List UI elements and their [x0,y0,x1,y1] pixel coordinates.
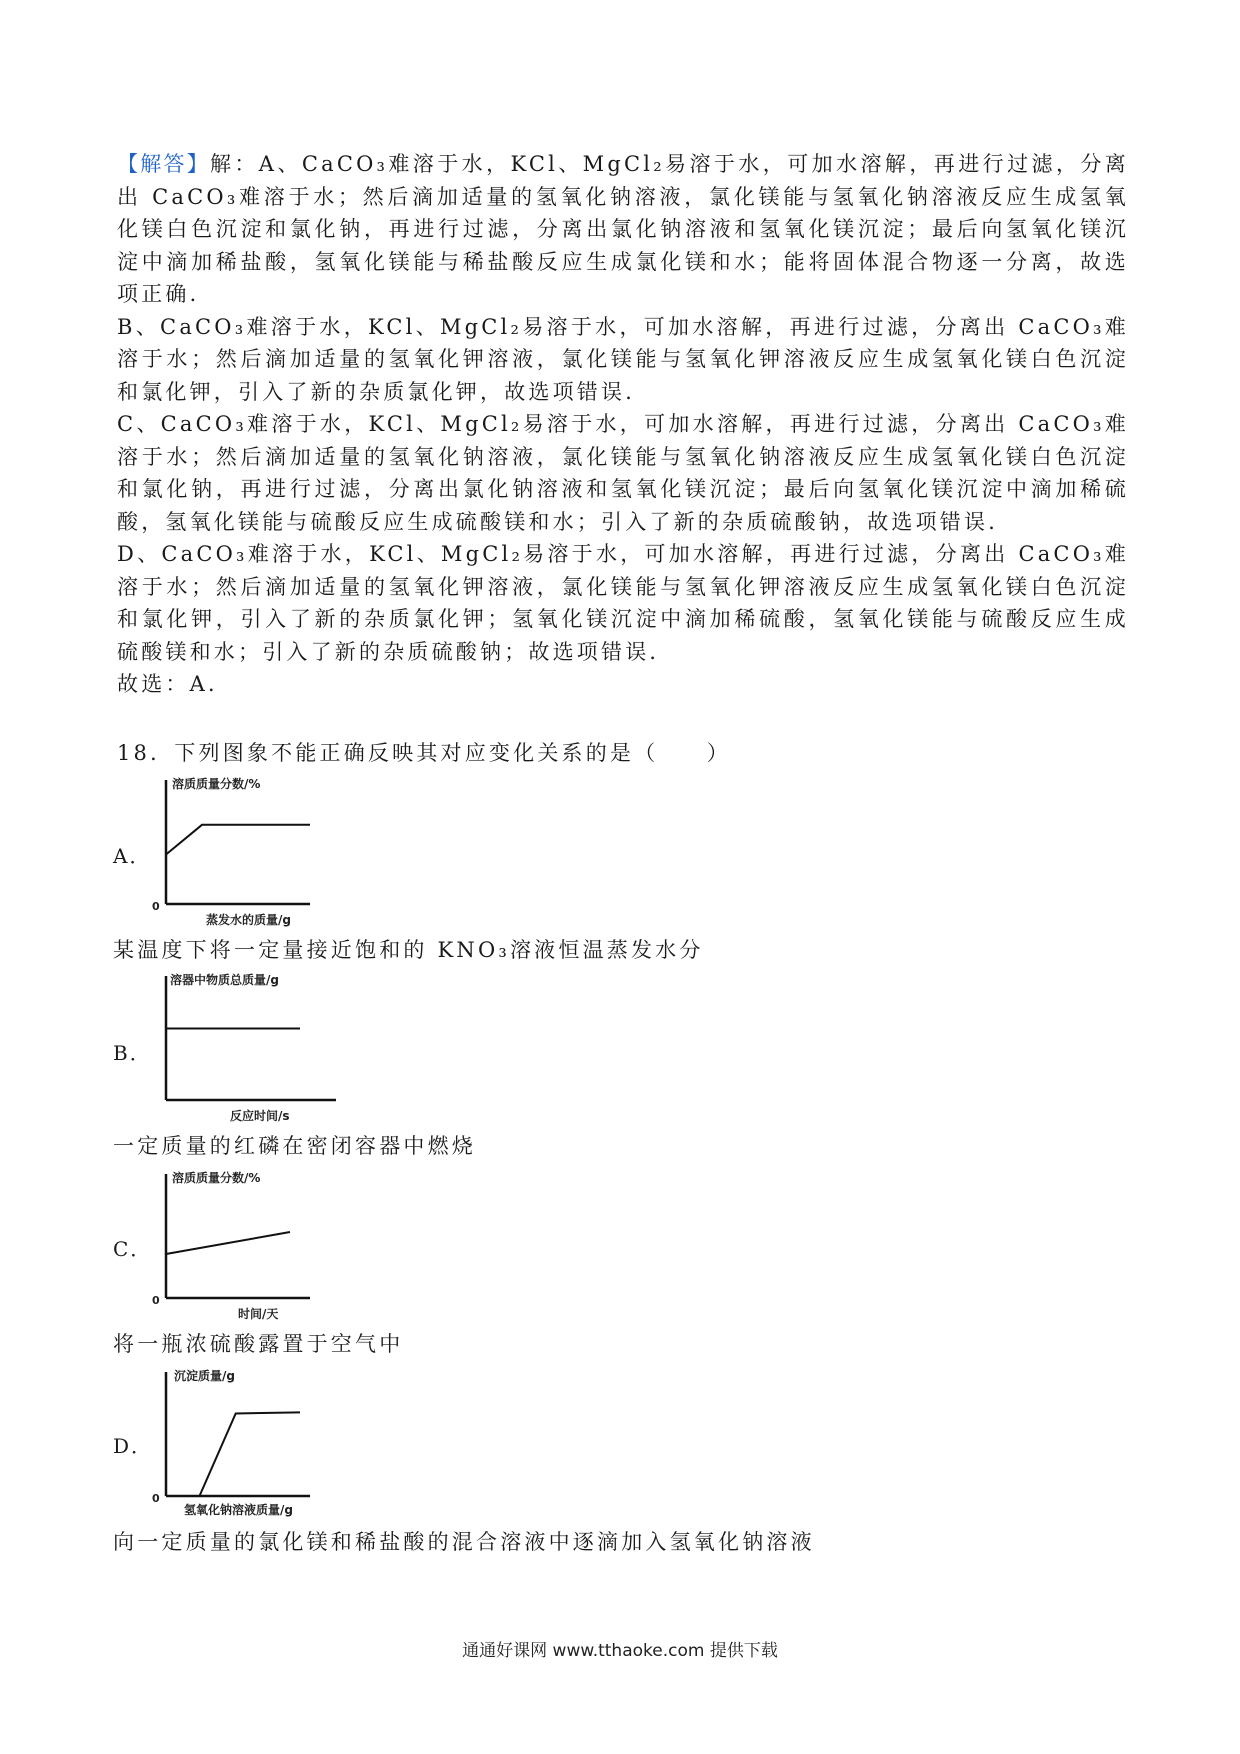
graph-d-line [166,1412,300,1496]
option-b-caption: 一定质量的红磷在密闭容器中燃烧 [113,1134,476,1158]
option-d-caption: 向一定质量的氯化镁和稀盐酸的混合溶液中逐滴加入氢氧化钠溶液 [113,1530,815,1554]
solution-conclusion: 故选：A． [117,672,233,696]
graph-d-xlabel: 氢氧化钠溶液质量/g [184,1503,293,1517]
option-a-label: A． [113,844,152,868]
graph-c-ylabel: 溶质质量分数/% [172,1171,261,1185]
graph-a-line [166,825,310,855]
graph-d-origin: 0 [152,1492,160,1505]
graph-d [140,1362,340,1522]
solution-part-d: D、CaCO₃难溶于水，KCl、MgCl₂易溶于水，可加水溶解，再进行过滤，分离出 CaCO₃难溶于水；然后滴加适量的氢氧化钾溶液，氯化镁能与氢氧化钾溶液反应生成氢氧化镁白色沉淀和氯化钾，引入了新的杂质氯化钾；氢氧化镁沉淀中滴加稀硫酸，氢氧化镁能与硫酸反应生成硫酸镁和水；引入了新的杂质硫酸钠；故选项错误． [117,542,1129,664]
graph-b [140,966,350,1126]
graph-c-origin: 0 [152,1294,160,1307]
solution-heading: 【解答】 [117,152,210,176]
graph-a-xlabel: 蒸发水的质量/g [206,913,291,927]
option-a-caption: 某温度下将一定量接近饱和的 KNO₃溶液恒温蒸发水分 [113,938,704,962]
graph-c-xlabel: 时间/天 [238,1307,279,1321]
graph-a-origin: 0 [152,900,160,913]
solution-text-a: 解：A、CaCO₃难溶于水，KCl、MgCl₂易溶于水，可加水溶解，再进行过滤，分离出 CaCO₃难溶于水；然后滴加适量的氢氧化钠溶液，氯化镁能与氢氧化钠溶液反应生成氢氧化镁白色沉淀和氯化钠，再进行过滤，分离出氯化钠溶液和氢氧化镁沉淀；最后向氢氧化镁沉淀中滴加稀盐酸，氢氧化镁能与稀盐酸反应生成氯化镁和水；能将固体混合物逐一分离，故选项正确． [117,152,1130,306]
graph-a-ylabel: 溶质质量分数/% [172,777,261,791]
option-c-label: C． [113,1237,153,1261]
question-title: 18．下列图象不能正确反映其对应变化关系的是（ ） [117,741,731,765]
graph-d-ylabel: 沉淀质量/g [174,1369,235,1383]
solution-part-c: C、CaCO₃难溶于水，KCl、MgCl₂易溶于水，可加水溶解，再进行过滤，分离出 CaCO₃难溶于水；然后滴加适量的氢氧化钠溶液，氯化镁能与氢氧化钠溶液反应生成氢氧化镁白色沉淀和氯化钠，再进行过滤，分离出氯化钠溶液和氢氧化镁沉淀；最后向氢氧化镁沉淀中滴加稀硫酸，氢氧化镁能与硫酸反应生成硫酸镁和水；引入了新的杂质硫酸钠，故选项错误． [117,412,1129,534]
solution-part-b: B、CaCO₃难溶于水，KCl、MgCl₂易溶于水，可加水溶解，再进行过滤，分离出 CaCO₃难溶于水；然后滴加适量的氢氧化钾溶液，氯化镁能与氢氧化钾溶液反应生成氢氧化镁白色沉淀和氯化钾，引入了新的杂质氯化钾，故选项错误． [117,314,1129,404]
graph-c [140,1164,340,1324]
graph-c-line [166,1232,290,1254]
graph-b-xlabel: 反应时间/s [230,1109,290,1123]
graph-a [140,770,340,930]
solution-part-a [117,148,1129,311]
solution-block [117,148,1129,701]
option-d-label: D． [113,1434,154,1458]
footer-text: 通通好课网 www.tthaoke.com 提供下载 [462,1641,778,1661]
graph-b-ylabel: 溶器中物质总质量/g [170,973,279,987]
option-c-caption: 将一瓶浓硫酸露置于空气中 [113,1332,404,1356]
option-b-label: B． [113,1041,152,1065]
